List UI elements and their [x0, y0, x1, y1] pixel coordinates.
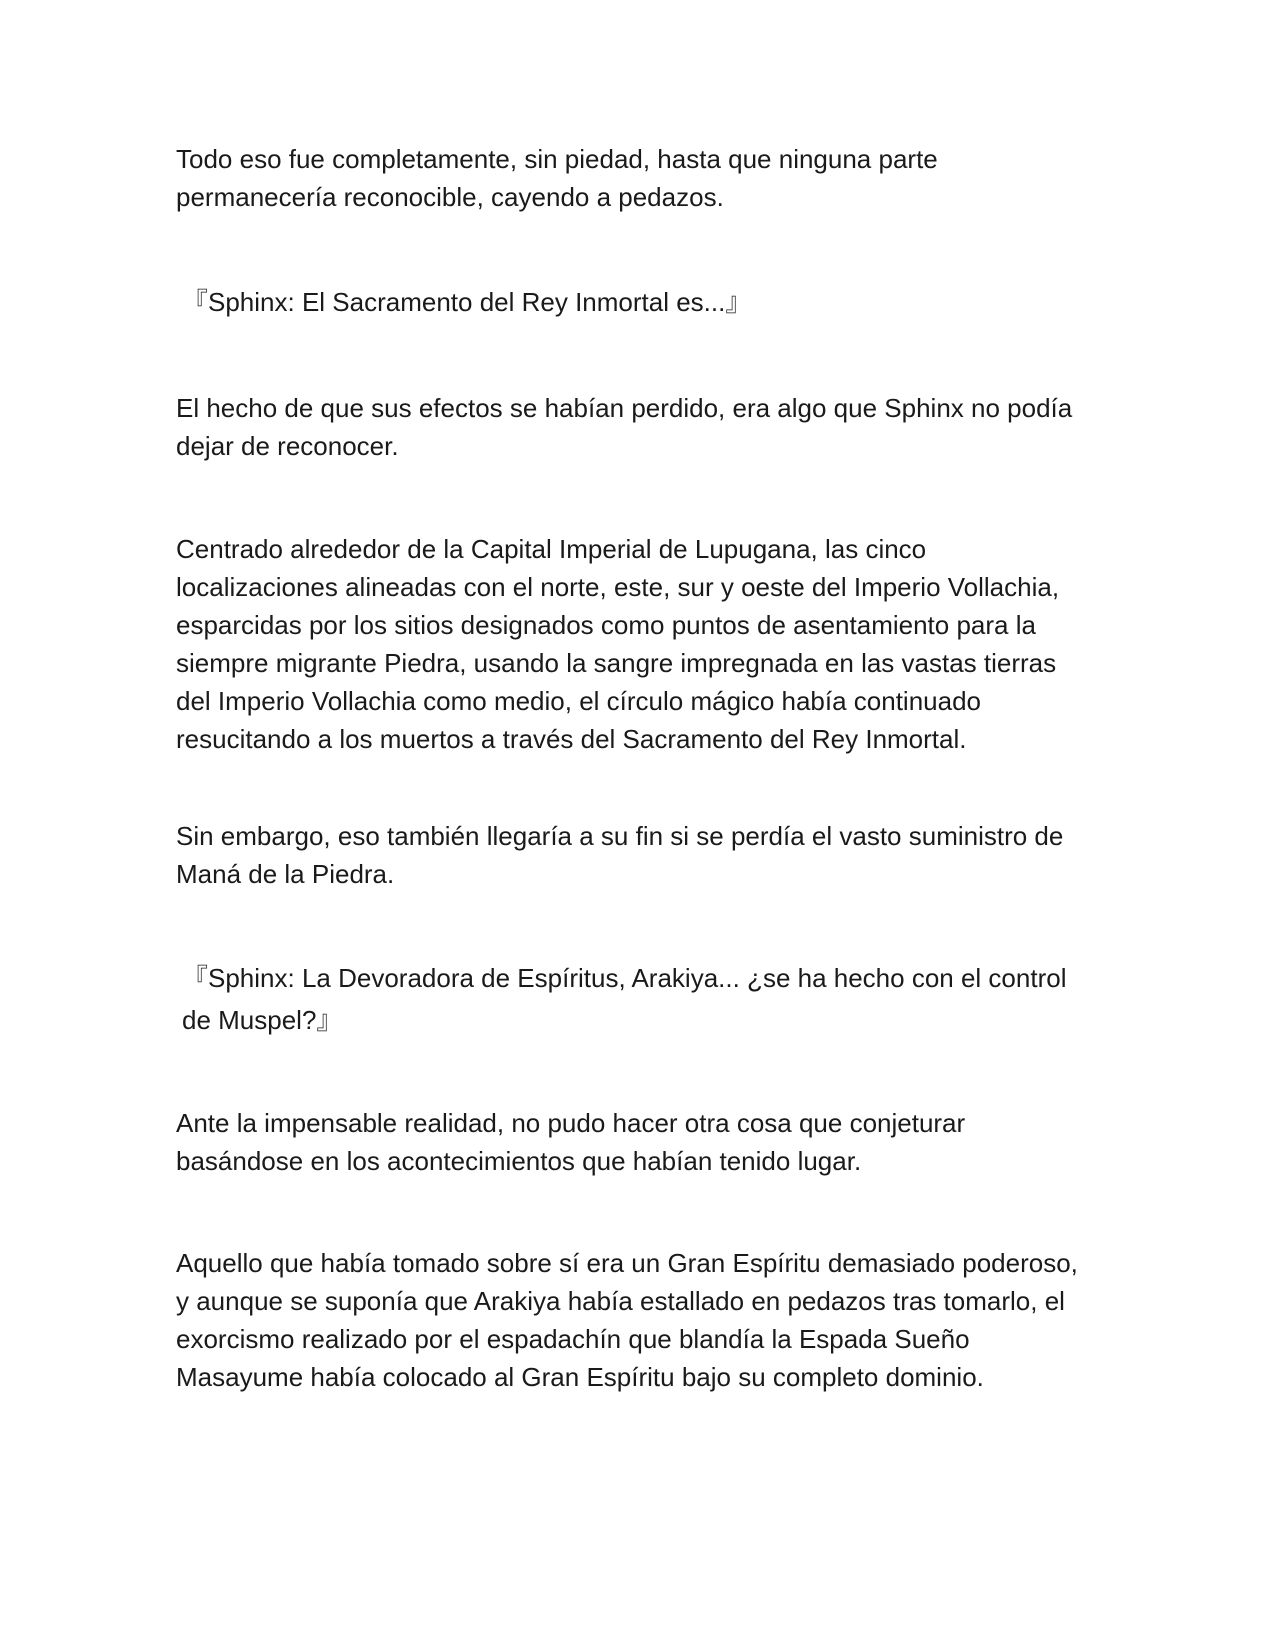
- paragraph-5: Ante la impensable realidad, no pudo hacer otra cosa que conjeturar basándose en los acontecimientos que habían tenido lugar.: [176, 1108, 966, 1176]
- paragraph-1: Todo eso fue completamente, sin piedad, hasta que ninguna parte permanecería reconocible, cayendo a pedazos.: [176, 144, 938, 212]
- dialogue-line-1: 『Sphinx: El Sacramento del Rey Inmortal es...』: [182, 287, 752, 317]
- paragraph-6: Aquello que había tomado sobre sí era un Gran Espíritu demasiado poderoso, y aunque se suponía que Arakiya había estallado en pedazos tras tomarlo, el exorcismo realizado por el espadachín que blandía la Espada Sueño Masayume había colocado al Gran Espíritu bajo su completo dominio.: [176, 1248, 1078, 1392]
- paragraph-4: Sin embargo, eso también llegaría a su fin si se perdía el vasto suministro de Maná de la Piedra.: [176, 821, 1064, 889]
- paragraph-3: Centrado alrededor de la Capital Imperial de Lupugana, las cinco localizaciones alineadas con el norte, este, sur y oeste del Imperio Vollachia, esparcidas por los sitios designados como puntos de asentamiento para la siempre migrante Piedra, usando la sangre impregnada en las vastas tierras del Imperio Vollachia como medio, el círculo mágico había continuado resucitando a los muertos a través del Sacramento del Rey Inmortal.: [176, 534, 1060, 754]
- dialogue-line-2: 『Sphinx: La Devoradora de Espíritus, Arakiya... ¿se ha hecho con el control de Muspel?』: [182, 963, 1067, 1035]
- paragraph-2: El hecho de que sus efectos se habían perdido, era algo que Sphinx no podía dejar de reconocer.: [176, 393, 1073, 461]
